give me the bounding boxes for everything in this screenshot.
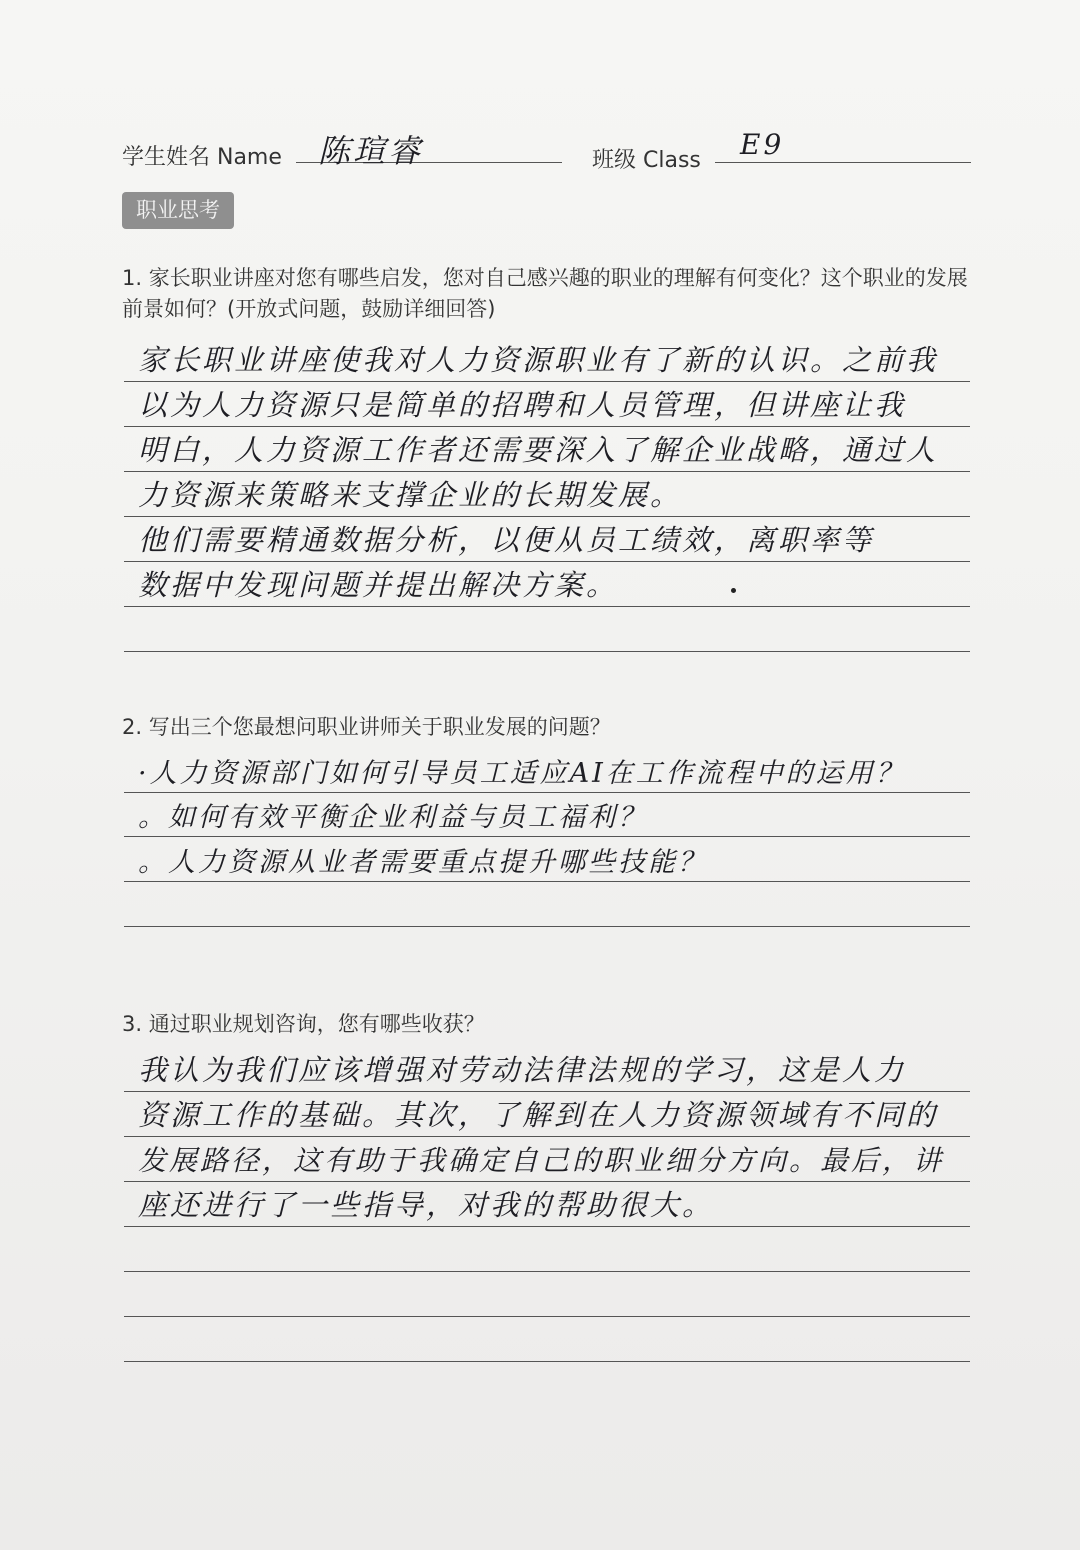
question-3: 3. 通过职业规划咨询，您有哪些收获？ — [122, 1012, 485, 1036]
answer-text: 力资源来策略来支撑企业的长期发展。 — [138, 478, 683, 512]
answer-line — [124, 1228, 970, 1272]
answer-line — [124, 1138, 970, 1182]
answer-line — [124, 1273, 970, 1317]
answer-text: 以为人力资源只是简单的招聘和人员管理，但讲座让我 — [138, 388, 907, 422]
answer-line — [124, 473, 970, 517]
answer-text: 发展路径，这有助于我确定自己的职业细分方向。最后，讲 — [138, 1144, 945, 1177]
answer-line — [124, 518, 970, 562]
answer-text: 家长职业讲座使我对人力资源职业有了新的认识。之前我 — [138, 343, 939, 377]
class-underline — [715, 162, 971, 163]
answer-text: 座还进行了一些指导，对我的帮助很大。 — [138, 1188, 715, 1222]
pen-dot — [731, 588, 736, 593]
section-tag: 职业思考 — [122, 192, 234, 229]
answer-text: 他们需要精通数据分析，以便从员工绩效，离职率等 — [138, 523, 875, 557]
answer-line — [124, 1183, 970, 1227]
answer-line — [124, 428, 970, 472]
class-value: E9 — [740, 128, 785, 161]
answer-line — [124, 1093, 970, 1137]
answer-text: 明白，人力资源工作者还需要深入了解企业战略，通过人 — [138, 433, 939, 467]
name-value: 陈瑄睿 — [318, 132, 424, 170]
answer-line — [124, 563, 970, 607]
question-2: 2. 写出三个您最想问职业讲师关于职业发展的问题？ — [122, 715, 611, 739]
answer-line — [124, 838, 970, 882]
answer-line — [124, 883, 970, 927]
answer-text: 数据中发现问题并提出解决方案。 — [138, 568, 619, 602]
answer-line — [124, 793, 970, 837]
answer-text: 资源工作的基础。其次，了解到在人力资源领域有不同的 — [138, 1098, 939, 1132]
answer-text: 。人力资源从业者需要重点提升哪些技能？ — [138, 847, 708, 878]
answer-text: 我认为我们应该增强对劳动法律法规的学习，这是人力 — [138, 1053, 907, 1087]
answer-line — [124, 338, 970, 382]
answer-line — [124, 608, 970, 652]
class-label: 班级 Class — [592, 148, 701, 173]
answer-text: ·人力资源部门如何引导员工适应AI在工作流程中的运用？ — [138, 758, 906, 789]
answer-line — [124, 749, 970, 793]
question-1: 1. 家长职业讲座对您有哪些启发，您对自己感兴趣的职业的理解有何变化？这个职业的发展前景如何？(开放式问题，鼓励详细回答) — [122, 266, 968, 321]
answer-line — [124, 383, 970, 427]
answer-text: 。如何有效平衡企业利益与员工福利？ — [138, 802, 648, 833]
name-label: 学生姓名 Name — [122, 145, 282, 170]
answer-line — [124, 1048, 970, 1092]
answer-line — [124, 1318, 970, 1362]
